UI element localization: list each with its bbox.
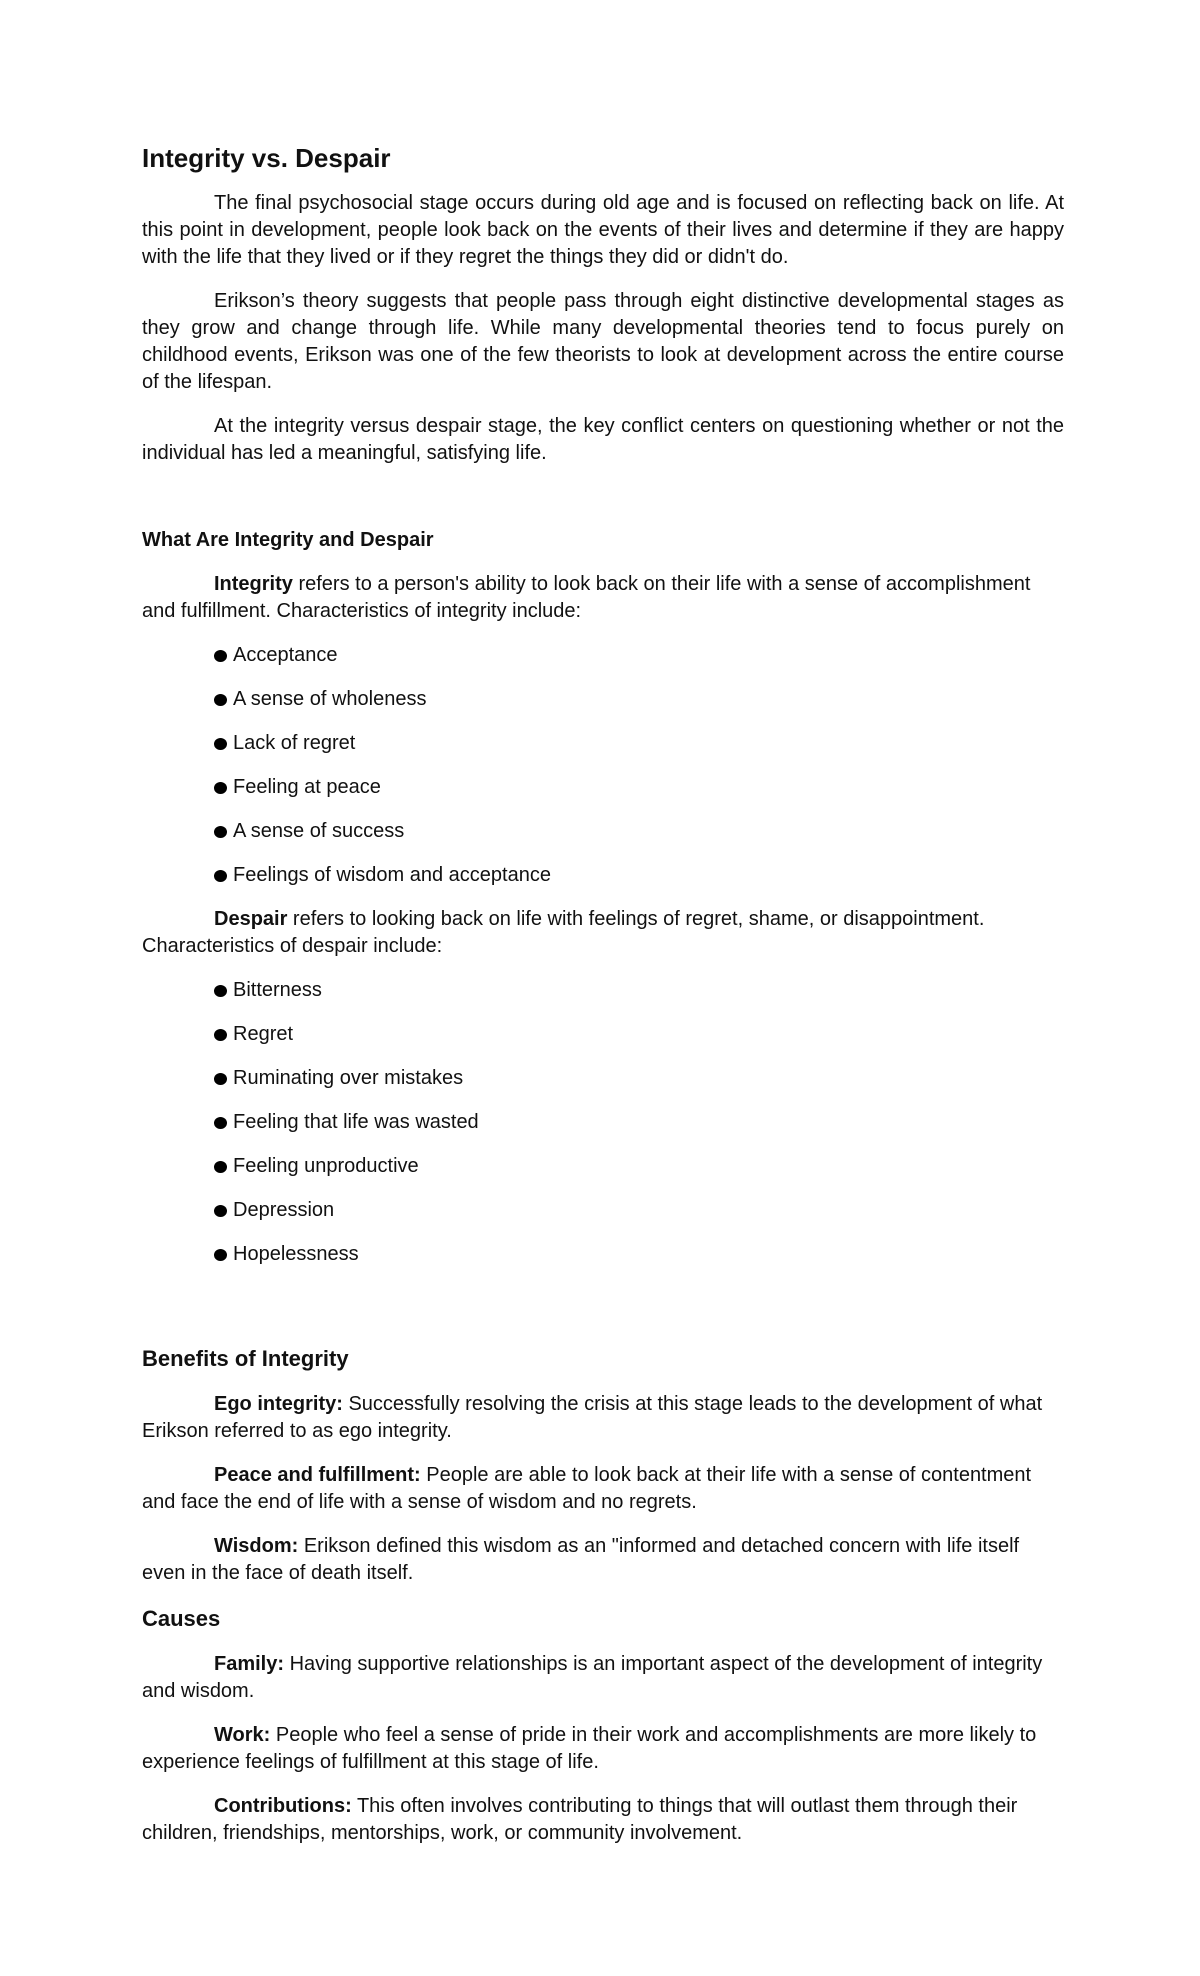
bullet-icon [214,1117,227,1129]
intro-paragraph: At the integrity versus despair stage, the key conflict centers on questioning whether or not the individual has led a meaningful, satisfying life. [142,415,1064,464]
list-item [214,1153,1064,1197]
list-item [214,862,1064,906]
list-item [214,1021,1064,1065]
integrity-definition [142,571,1064,625]
list-item-text: A sense of wholeness [233,688,427,710]
list-item-text: Regret [233,1023,294,1045]
intro-paragraph: Erikson’s theory suggests that people pass through eight distinctive developmental stages as they grow and change through life. While many developmental theories tend to focus purely on childhood events, Erikson was one of the few theorists to look at development across the entire course of the lifespan. [142,290,1064,393]
benefit-term: Wisdom: [214,1535,299,1557]
bullet-icon [214,1029,227,1041]
despair-term: Despair [214,908,288,930]
intro-paragraph: The final psychosocial stage occurs during old age and is focused on reflecting back on life. At this point in development, people look back on the events of their lives and determine if they are happy with the life that they lived or if they regret the things they did or didn't do. [142,192,1064,268]
benefit-term: Ego integrity: [214,1393,343,1415]
list-item-text: Ruminating over mistakes [233,1067,464,1089]
list-item [214,1065,1064,1109]
cause-term: Contributions: [214,1795,352,1817]
list-item [214,686,1064,730]
bullet-icon [214,782,227,794]
list-item-text: Hopelessness [233,1243,359,1265]
benefit-paragraph [142,1462,1064,1516]
bullet-icon [214,738,227,750]
list-item [214,642,1064,686]
cause-term: Work: [214,1724,271,1746]
list-item-text: Feeling unproductive [233,1155,419,1177]
bullet-icon [214,1161,227,1173]
causes-heading: Causes [142,1606,221,1631]
cause-paragraph [142,1722,1064,1776]
bullet-icon [214,650,227,662]
cause-paragraph [142,1651,1064,1705]
list-item [214,1241,1064,1285]
page-title: Integrity vs. Despair [142,143,391,173]
list-item-text: Depression [233,1199,335,1221]
benefit-paragraph [142,1533,1064,1587]
cause-term: Family: [214,1653,285,1675]
list-item [214,774,1064,818]
what-are-heading: What Are Integrity and Despair [142,529,434,551]
benefit-paragraph [142,1391,1064,1445]
list-item-text: Feelings of wisdom and acceptance [233,864,551,886]
cause-text: Having supportive relationships is an important aspect of the development of integrity and wisdom. [142,1653,1043,1702]
list-item-text: Bitterness [233,979,322,1001]
benefits-heading: Benefits of Integrity [142,1346,349,1371]
bullet-icon [214,826,227,838]
benefit-text: People are able to look back at their life with a sense of contentment and face the end of life with a sense of wisdom and no regrets. [142,1464,1032,1513]
list-item-text: A sense of success [233,820,405,842]
list-item [214,1109,1064,1153]
despair-text: refers to looking back on life with feelings of regret, shame, or disappointment. Characteristics of despair include: [142,908,985,957]
cause-paragraph [142,1793,1064,1847]
despair-list [142,977,1064,1285]
integrity-text: refers to a person's ability to look back on their life with a sense of accomplishment and fulfillment. Characteristics of integrity include: [142,573,1031,622]
integrity-list [142,642,1064,906]
benefit-text: Successfully resolving the crisis at this stage leads to the development of what Erikson referred to as ego integrity. [142,1393,1043,1442]
list-item [214,730,1064,774]
list-item [214,818,1064,862]
bullet-icon [214,1205,227,1217]
benefit-text: Erikson defined this wisdom as an "informed and detached concern with life itself even in the face of death itself. [142,1535,1020,1584]
list-item-text: Feeling at peace [233,776,381,798]
bullet-icon [214,870,227,882]
despair-definition [142,906,1064,960]
bullet-icon [214,985,227,997]
cause-text: This often involves contributing to things that will outlast them through their children, friendships, mentorships, work, or community involvement. [142,1795,1018,1844]
cause-text: People who feel a sense of pride in their work and accomplishments are more likely to experience feelings of fulfillment at this stage of life. [142,1724,1037,1773]
list-item [214,977,1064,1021]
list-item-text: Acceptance [233,644,338,666]
bullet-icon [214,694,227,706]
bullet-icon [214,1073,227,1085]
integrity-term: Integrity [214,573,293,595]
list-item-text: Lack of regret [233,732,356,754]
bullet-icon [214,1249,227,1261]
list-item-text: Feeling that life was wasted [233,1111,479,1133]
list-item [214,1197,1064,1241]
benefit-term: Peace and fulfillment: [214,1464,421,1486]
